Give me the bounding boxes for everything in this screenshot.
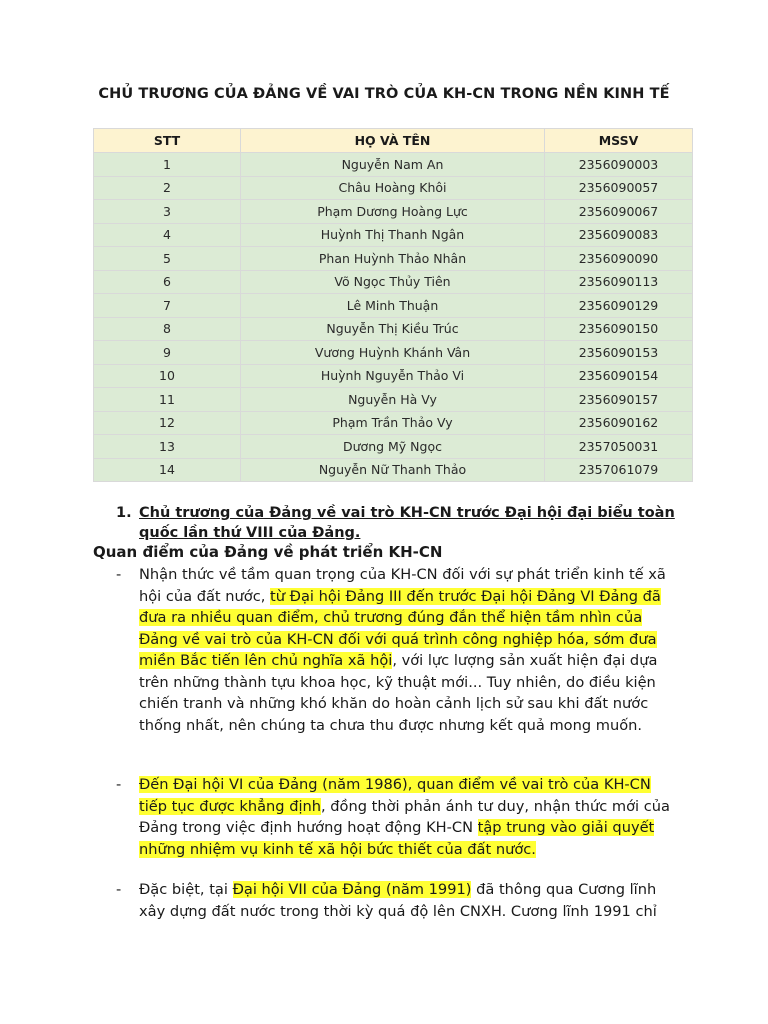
bullet-text [139, 774, 676, 860]
cell-mssv: 2356090003 [545, 153, 693, 177]
document-title: CHỦ TRƯƠNG CỦA ĐẢNG VỀ VAI TRÒ CỦA KH-CN TRONG NỀN KINH TẾ [98, 86, 670, 102]
cell-name: Phan Huỳnh Thảo Nhân [241, 247, 545, 271]
cell-stt: 6 [94, 270, 241, 294]
bullet-item [116, 564, 676, 736]
bullet-dash: - [116, 566, 122, 583]
cell-name: Lê Minh Thuận [241, 294, 545, 318]
table-row [94, 411, 693, 435]
highlighted-text: từ Đại hội Đảng III đến trước Đại hội Đảng VI Đảng đã đưa ra nhiều quan điểm, chủ trương đúng đắn thể hiện tầm nhìn của Đảng về vai trò của KH-CN đối với quá trình công nghiệp hóa, sớm đưa miền Bắc tiến lên chủ nghĩa xã hội [139, 587, 661, 669]
cell-stt: 7 [94, 294, 241, 318]
cell-mssv: 2356090157 [545, 388, 693, 412]
cell-name: Vương Huỳnh Khánh Vân [241, 341, 545, 365]
cell-stt: 13 [94, 435, 241, 459]
bullet-text [139, 564, 676, 736]
header-stt: STT [94, 129, 241, 153]
cell-mssv: 2356090113 [545, 270, 693, 294]
cell-name: Nguyễn Hà Vy [241, 388, 545, 412]
cell-name: Nguyễn Thị Kiều Trúc [241, 317, 545, 341]
table-row [94, 458, 693, 482]
cell-name: Nguyễn Nữ Thanh Thảo [241, 458, 545, 482]
section-heading [116, 503, 696, 543]
cell-name: Võ Ngọc Thủy Tiên [241, 270, 545, 294]
table-row [94, 364, 693, 388]
cell-stt: 10 [94, 364, 241, 388]
section-title: Chủ trương của Đảng về vai trò KH-CN trước Đại hội đại biểu toàn quốc lần thứ VIII của Đảng. [139, 505, 675, 541]
header-mssv: MSSV [545, 129, 693, 153]
table-header [94, 129, 693, 153]
subheading: Quan điểm của Đảng về phát triển KH-CN [93, 543, 443, 561]
cell-mssv: 2356090067 [545, 200, 693, 224]
cell-stt: 12 [94, 411, 241, 435]
highlighted-text: Đến Đại hội VI của Đảng (năm 1986), quan điểm về vai trò của KH-CN tiếp tục được khẳng định [139, 776, 651, 815]
bullet-dash: - [116, 881, 122, 898]
cell-stt: 3 [94, 200, 241, 224]
cell-name: Phạm Trần Thảo Vy [241, 411, 545, 435]
cell-mssv: 2356090057 [545, 176, 693, 200]
cell-stt: 2 [94, 176, 241, 200]
cell-stt: 8 [94, 317, 241, 341]
cell-mssv: 2356090162 [545, 411, 693, 435]
table-header-row [94, 129, 693, 153]
cell-name: Huỳnh Thị Thanh Ngân [241, 223, 545, 247]
cell-stt: 11 [94, 388, 241, 412]
bullet-item [116, 879, 676, 922]
bullet-item [116, 774, 676, 860]
cell-name: Nguyễn Nam An [241, 153, 545, 177]
cell-name: Huỳnh Nguyễn Thảo Vi [241, 364, 545, 388]
cell-stt: 5 [94, 247, 241, 271]
text-run: Đặc biệt, tại [139, 881, 233, 898]
text-run: , đồng thời phản ánh tư duy, nhận thức mới của Đảng trong việc định hướng hoạt động KH-CN [139, 797, 670, 836]
table-row [94, 435, 693, 459]
table-row [94, 294, 693, 318]
cell-mssv: 2356090083 [545, 223, 693, 247]
table-row [94, 200, 693, 224]
cell-mssv: 2357050031 [545, 435, 693, 459]
cell-stt: 14 [94, 458, 241, 482]
bullet-text [139, 879, 676, 922]
highlighted-text: Đại hội VII của Đảng (năm 1991) [232, 881, 472, 898]
cell-mssv: 2356090129 [545, 294, 693, 318]
section-number: 1. [116, 505, 132, 521]
cell-stt: 1 [94, 153, 241, 177]
table-body [94, 153, 693, 482]
cell-mssv: 2356090154 [545, 364, 693, 388]
cell-stt: 9 [94, 341, 241, 365]
highlighted-text: tập trung vào giải quyết những nhiệm vụ kinh tế xã hội bức thiết của đất nước. [139, 819, 655, 858]
text-run: , với lực lượng sản xuất hiện đại dựa trên những thành tựu khoa học, kỹ thuật mới... Tuy nhiên, do điều kiện chiến tranh và những khó khăn do hoàn cảnh lịch sử sau khi đất nước thống nhất, nên chúng ta chưa thu được nhưng kết quả mong muốn. [139, 652, 658, 734]
cell-mssv: 2356090090 [545, 247, 693, 271]
table-row [94, 270, 693, 294]
student-table [93, 128, 693, 482]
cell-name: Dương Mỹ Ngọc [241, 435, 545, 459]
table-row [94, 317, 693, 341]
table-row [94, 153, 693, 177]
header-name: HỌ VÀ TÊN [241, 129, 545, 153]
cell-mssv: 2356090153 [545, 341, 693, 365]
table-row [94, 247, 693, 271]
table-row [94, 341, 693, 365]
cell-name: Châu Hoàng Khôi [241, 176, 545, 200]
text-run: đã thông qua Cương lĩnh xây dựng đất nước trong thời kỳ quá độ lên CNXH. Cương lĩnh 1991 chỉ [139, 881, 657, 920]
cell-name: Phạm Dương Hoàng Lực [241, 200, 545, 224]
table-row [94, 223, 693, 247]
table-row [94, 176, 693, 200]
cell-stt: 4 [94, 223, 241, 247]
text-run: Nhận thức về tầm quan trọng của KH-CN đối với sự phát triển kinh tế xã hội của đất nước, [139, 566, 666, 605]
cell-mssv: 2357061079 [545, 458, 693, 482]
table-row [94, 388, 693, 412]
bullet-dash: - [116, 776, 122, 793]
cell-mssv: 2356090150 [545, 317, 693, 341]
